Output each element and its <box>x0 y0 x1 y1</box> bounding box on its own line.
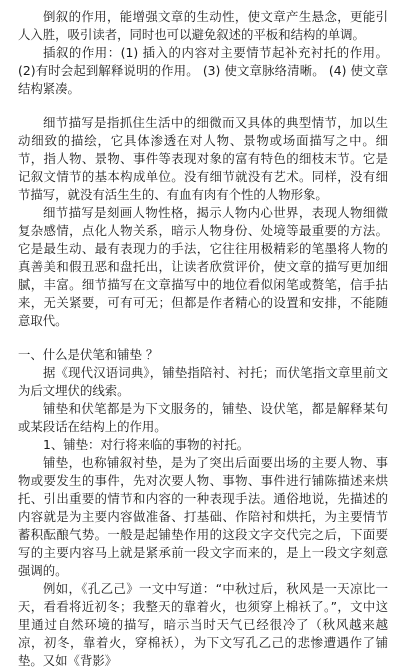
paragraph-detail-role: 细节描写是刻画人物性格，揭示人物内心世界，表现人物细微复杂感情，点化人物关系，暗示人物身份、处境等最重要的方法。它是最生动、最有表现力的手法，它往往用极精彩的笔墨将人物的真善美和假丑恶和盘托出，让读者欣赏评价，使文章的描写更加细腻，丰富。细节描写在文章描写中的地位看似闲笔或赘笔，信手拈来，无关紧要，可有可无；但都是作者精心的设置和安排，不能随意取代。 <box>18 205 388 328</box>
paragraph-flashback: 倒叙的作用，能增强文章的生动性，使文章产生悬念，更能引人入胜，吸引读者，同时也可以避免叙述的平板和结构的单调。 <box>18 9 388 42</box>
paragraph-setup-definition: 铺垫，也称铺叙衬垫，是为了突出后面要出场的主要人物、事物或要发生的事件，先对次要人物、事物、事件进行铺陈描述来烘托、引出重要的情节和内容的一种表现手法。通俗地说，先描述的内容就是为主要内容做准备、打基础、作陪衬和烘托，为主要情节蓄积酝酿气势。一般是起铺垫作用的这段文字交代完之后，下面要写的主要内容马上就是紧承前一段文字而来的，是上一段文字刻意强调的。 <box>18 455 388 578</box>
paragraph-detail-definition: 细节描写是指抓住生活中的细微而又具体的典型情节，加以生动细致的描绘，它具体渗透在对人物、景物或场面描写之中。细节，指人物、景物、事件等表现对象的富有特色的细枝末节。它是记叙文情节的基本构成单位。没有细节就没有艺术。同样，没有细节描写，就没有活生生的、有血有肉有个性的人物形象。 <box>18 115 388 202</box>
paragraph-both-serve: 铺垫和伏笔都是为下文服务的，铺垫、设伏笔，都是解释某句或某段话在结构上的作用。 <box>18 401 388 434</box>
paragraph-kongyiji-example: 例如，《孔乙己》一文中写道：“中秋过后，秋风是一天凉比一天，看看将近初冬；我整天的靠着火，也须穿上棉袄了。”，文中这里通过自然环境的描写，暗示当时天气已经很冷了（秋风越来越凉，初冬，靠着火，穿棉袄），为下文写孔乙己的悲惨遭遇作了铺垫。又如《背影》 <box>18 581 388 668</box>
paragraph-dictionary: 据《现代汉语词典》，铺垫指陪衬、衬托；而伏笔指文章里前文为后文埋伏的线索。 <box>18 365 388 398</box>
paragraph-interjection: 插叙的作用：(1) 插入的内容对主要情节起补充衬托的作用。(2)有时会起到解释说明的作用。 (3) 使文章脉络清晰。 (4) 使文章结构紧凑。 <box>18 45 388 96</box>
item-1-setup: 1、铺垫：对行将来临的事物的衬托。 <box>43 437 250 452</box>
section-title: 一、什么是伏笔和铺垫 ？ <box>18 347 159 362</box>
